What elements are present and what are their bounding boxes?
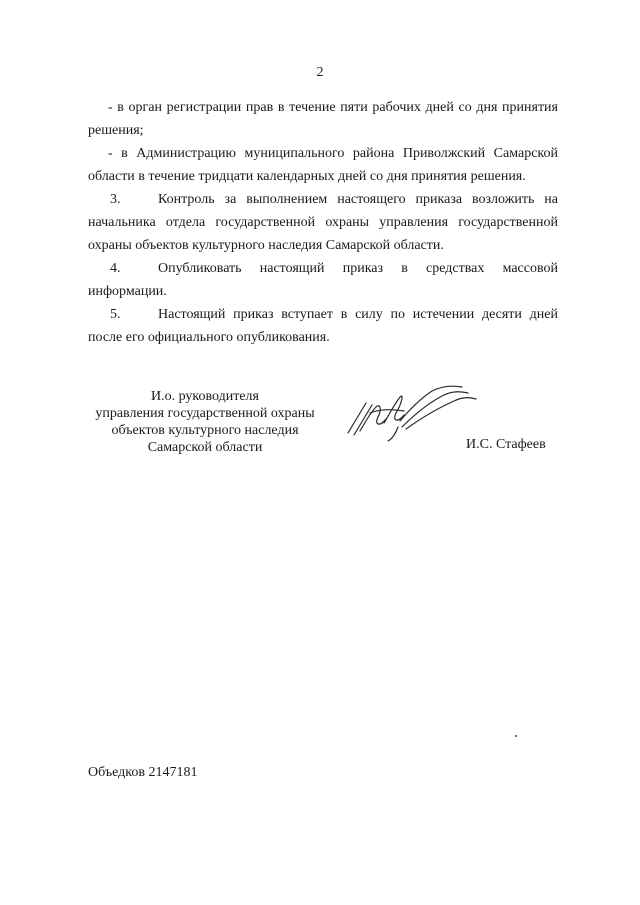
signatory-name: И.С. Стафеев — [466, 437, 546, 452]
item-number-4: 4. — [110, 261, 121, 276]
signatory-title-line: управления государственной охраны — [95, 406, 315, 421]
paragraph-item-3 — [88, 188, 558, 257]
signatory-title-line: И.о. руководителя — [150, 389, 259, 404]
signatory-title-line: Самарской области — [147, 440, 263, 455]
item-text-5: Настоящий приказ вступает в силу по истечении десяти дней после его официального опубликования. — [88, 307, 558, 345]
signatory-title-line: объектов культурного наследия — [111, 423, 299, 438]
paragraph-item-4 — [88, 257, 558, 303]
document-body — [88, 96, 558, 349]
page-number: 2 — [316, 65, 324, 80]
scan-speck — [515, 735, 517, 737]
item-text-4: Опубликовать настоящий приказ в средствах массовой информации. — [88, 261, 558, 299]
item-number-3: 3. — [110, 192, 121, 207]
executor-note: Объедков 2147181 — [88, 765, 198, 780]
item-number-5: 5. — [110, 307, 121, 322]
paragraph-item-5 — [88, 303, 558, 349]
signatory-title-block — [75, 388, 335, 456]
handwritten-signature — [340, 383, 480, 445]
paragraph-administration: - в Администрацию муниципального района Приволжский Самарской области в течение тридцати календарных дней со дня принятия решения. — [88, 146, 558, 184]
item-text-3: Контроль за выполнением настоящего приказа возложить на начальника отдела государственной охраны управления государственной охраны объектов культурного наследия Самарской области. — [88, 192, 558, 253]
paragraph-registration: - в орган регистрации прав в течение пяти рабочих дней со дня принятия решения; — [88, 100, 558, 138]
